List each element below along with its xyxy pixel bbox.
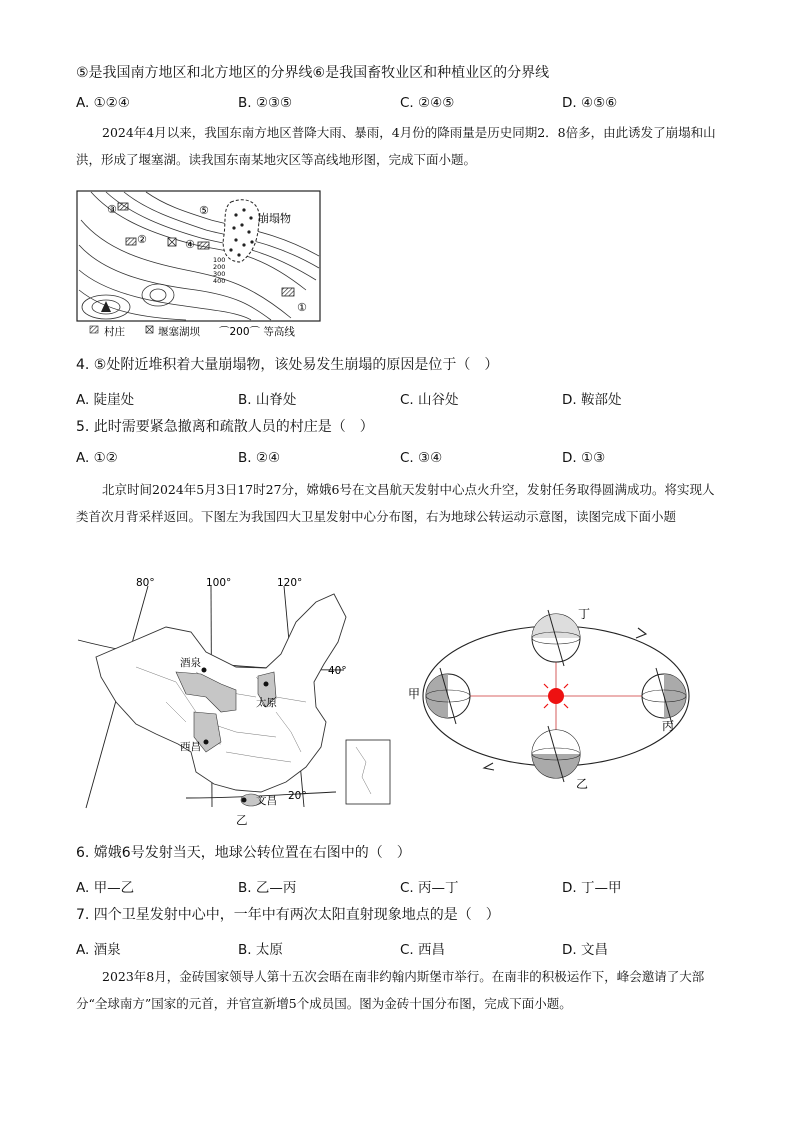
q4-option-a[interactable]: A. 陡崖处 [76, 392, 135, 408]
contour-100: 100 [213, 256, 226, 264]
q7-option-d[interactable]: D. 文昌 [562, 942, 608, 958]
q4-option-d[interactable]: D. 鞍部处 [562, 392, 622, 408]
position-jia: 甲 [408, 687, 421, 701]
longitude-80: 80° [136, 577, 155, 589]
q6-stem: 6. 嫦娥6号发射当天，地球公转位置在右图中的（ ） [76, 845, 411, 861]
q6-option-c[interactable]: C. 丙—丁 [400, 880, 459, 896]
q5-option-c[interactable]: C. ③④ [400, 450, 443, 466]
passage-landslide: 2024年4月以来，我国东南方地区普降大雨、暴雨，4月份的降雨量是历史同期2．8倍多，由此诱发了崩塌和山洪，形成了堰塞湖。读我国东南某地灾区等高线地形图，完成下面小题。 [76, 125, 716, 167]
marker-4: ④ [185, 238, 195, 251]
launch-sites-map [76, 572, 396, 832]
q3-option-a[interactable]: A. ①②④ [76, 95, 130, 111]
q5-option-a[interactable]: A. ①② [76, 450, 118, 466]
longitude-100: 100° [206, 577, 232, 589]
passage-launch: 北京时间2024年5月3日17时27分，嫦娥6号在文昌航天发射中心点火升空，发射任务取得圆满成功。将实现人类首次月背采样返回。下图左为我国四大卫星发射中心分布图，右为地球公转运动示意图，读图完成下面小题 [76, 482, 715, 524]
q4-option-c[interactable]: C. 山谷处 [400, 392, 459, 408]
q5-option-d[interactable]: D. ①③ [562, 450, 606, 466]
q3-option-b[interactable]: B. ②③⑤ [238, 95, 293, 111]
q7-option-a[interactable]: A. 酒泉 [76, 942, 121, 958]
collapse-label: 崩塌物 [258, 212, 291, 225]
q4-stem: 4. ⑤处附近堆积着大量崩塌物，该处易发生崩塌的原因是位于（ ） [76, 357, 499, 373]
q6-option-b[interactable]: B. 乙—丙 [238, 880, 297, 896]
marker-2: ② [137, 233, 147, 246]
q7-option-c[interactable]: C. 西昌 [400, 942, 446, 958]
q7-option-b[interactable]: B. 太原 [238, 942, 283, 958]
latitude-20: 20° [288, 790, 307, 802]
q6-option-a[interactable]: A. 甲—乙 [76, 880, 135, 896]
site-taiyuan: 太原 [256, 697, 277, 709]
q6-option-d[interactable]: D. 丁—甲 [562, 880, 622, 896]
longitude-120: 120° [277, 577, 303, 589]
q5-option-b[interactable]: B. ②④ [238, 450, 281, 466]
legend-village: 村庄 [104, 326, 125, 338]
q5-stem: 5. 此时需要紧急撤离和疏散人员的村庄是（ ） [76, 419, 374, 435]
site-xichang: 西昌 [180, 741, 201, 753]
contour-200: 200 [213, 263, 226, 271]
latitude-40: 40° [328, 665, 347, 677]
site-wenchang: 文昌 [256, 795, 277, 807]
legend-dam-lake: 堰塞湖坝 [158, 326, 200, 338]
site-jiuquan: 酒泉 [180, 657, 201, 669]
q4-option-b[interactable]: B. 山脊处 [238, 392, 297, 408]
q7-stem: 7. 四个卫星发射中心中，一年中有两次太阳直射现象地点的是（ ） [76, 907, 500, 923]
marker-1: ① [297, 301, 307, 314]
passage-brics: 2023年8月，金砖国家领导人第十五次会晤在南非约翰内斯堡市举行。在南非的积极运作下，峰会邀请了大部分“全球南方”国家的元首，并官宣新增5个成员国。图为金砖十国分布图，完成下面小题。 [76, 969, 705, 1011]
contour-map [76, 190, 326, 346]
q3-option-c[interactable]: C. ②④⑤ [400, 95, 455, 111]
contour-400: 400 [213, 277, 226, 285]
legend-contour: ⌒200⌒ 等高线 [219, 326, 295, 338]
position-bing: 丙 [662, 719, 675, 733]
position-yi: 乙 [576, 777, 589, 791]
q3-option-d[interactable]: D. ④⑤⑥ [562, 95, 618, 111]
orbit-diagram [398, 598, 698, 798]
contour-300: 300 [213, 270, 226, 278]
panel-label-yi: 乙 [236, 813, 248, 827]
marker-3: ③ [107, 203, 117, 216]
position-ding: 丁 [578, 607, 591, 621]
q3-stem-tail: ⑤是我国南方地区和北方地区的分界线⑥是我国畜牧业区和种植业区的分界线 [76, 65, 550, 81]
marker-5: ⑤ [199, 204, 209, 217]
